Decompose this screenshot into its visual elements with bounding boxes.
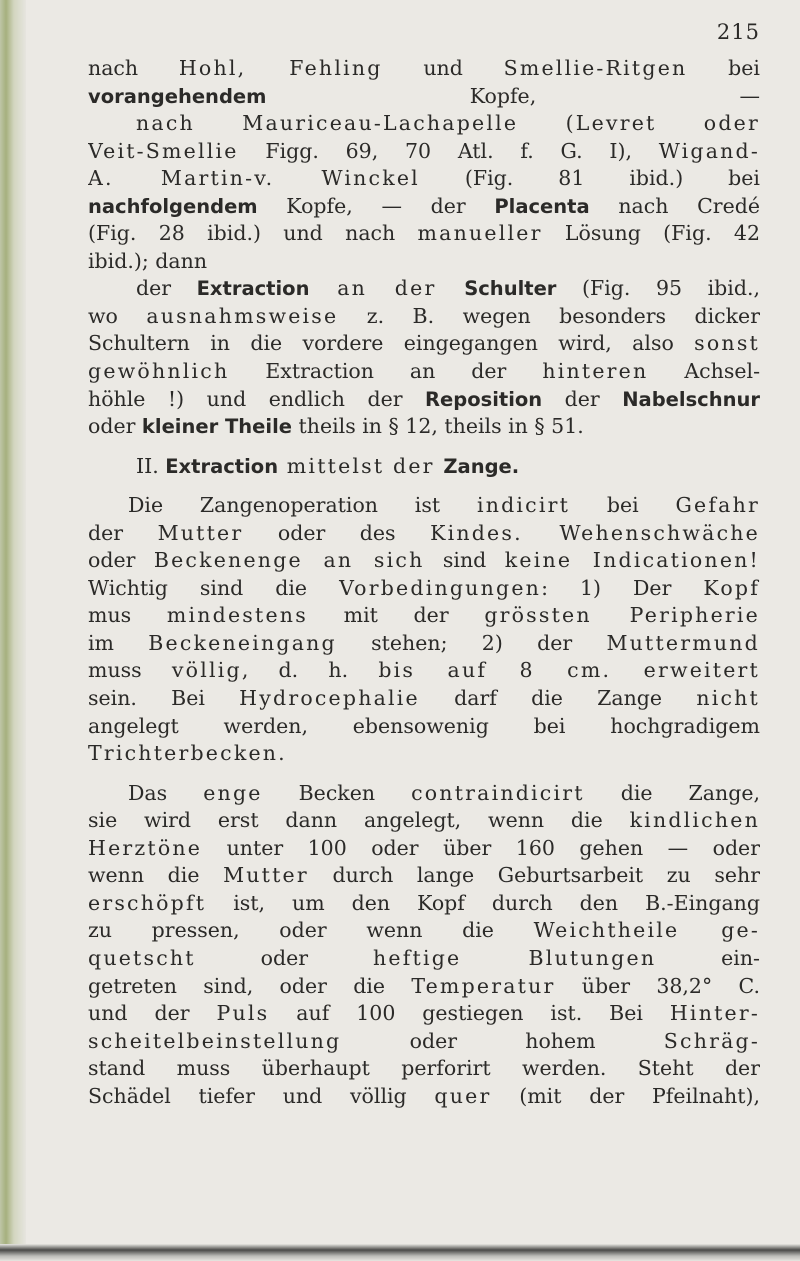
text-run: Schädel tiefer und völlig [88, 1083, 435, 1108]
spaced-emphasis: grössten Peripherie [484, 603, 760, 628]
spaced-emphasis: Schräg- [663, 1028, 760, 1053]
text-line [88, 520, 760, 548]
text-line [88, 973, 760, 1001]
text-line [88, 630, 760, 658]
text-line [88, 358, 760, 386]
text-run: sein. Bei [88, 686, 240, 711]
spaced-emphasis: Kopf [703, 575, 760, 600]
spaced-emphasis: Herztöne [88, 835, 203, 860]
text-run: oder [195, 945, 373, 970]
text-line [88, 1055, 760, 1083]
text-line [88, 890, 760, 918]
page-number: 215 [716, 20, 760, 44]
text-run: stehen; 2) der [336, 630, 607, 655]
paragraph-gap [88, 441, 760, 453]
page-text [88, 55, 760, 1110]
text-run: Figg. 69, 70 Atl. f. G. I), [238, 138, 659, 163]
text-run: wo [88, 303, 147, 328]
text-run: höhle !) und endlich der [88, 386, 425, 411]
text-run: angelegt werden, ebensowenig bei hochgradigem [88, 713, 760, 738]
text-line [88, 110, 760, 138]
text-line [88, 303, 760, 331]
text-run: theils in § 12, theils in § 51. [292, 414, 584, 439]
spaced-emphasis: manueller [417, 221, 543, 246]
spaced-emphasis: Muttermund [606, 630, 760, 655]
text-line [88, 780, 760, 808]
text-run: Extraction an der [229, 359, 543, 384]
text-run: ein- [656, 945, 760, 970]
text-run: mit der [307, 603, 485, 628]
spaced-emphasis: Gefahr [675, 493, 760, 518]
text-line [88, 713, 760, 741]
bold-term: Zange. [443, 454, 520, 478]
text-run: bei [570, 493, 676, 518]
text-run: Lösung (Fig. 42 [542, 221, 760, 246]
text-run: im [88, 630, 149, 655]
text-run: (Fig. 95 ibid., [556, 276, 760, 301]
text-run: ist, um den Kopf durch den B.-Eingang [206, 890, 760, 915]
paragraph [88, 492, 760, 767]
text-run: auf 100 gestiegen ist. Bei [269, 1001, 670, 1026]
spaced-emphasis: Weichtheile ge- [533, 918, 760, 943]
spaced-emphasis: Beckeneingang [148, 630, 337, 655]
spaced-emphasis: bis auf 8 cm. erweitert [378, 658, 760, 683]
text-run: oder hohem [341, 1028, 664, 1053]
text-line [88, 917, 760, 945]
text-line [88, 835, 760, 863]
text-line [88, 220, 760, 248]
text-line [88, 685, 760, 713]
text-run: Kopfe, — [266, 83, 760, 108]
text-run: sind [424, 548, 505, 573]
spaced-emphasis: Temperatur [411, 973, 556, 998]
text-line [88, 386, 760, 414]
text-run: zu pressen, oder wenn die [88, 918, 534, 943]
spaced-emphasis: enge [203, 780, 263, 805]
text-run: (Fig. 28 ibid.) und nach [88, 221, 418, 246]
text-line [88, 248, 760, 276]
spaced-emphasis: Wigand- [658, 138, 760, 163]
paragraph-gap [88, 768, 760, 780]
spaced-emphasis: A. Martin-v. Winckel [88, 166, 420, 191]
page-gutter-shadow [0, 0, 26, 1261]
text-line [88, 453, 760, 481]
spaced-emphasis: Kindes. Wehenschwäche [430, 520, 760, 545]
text-run: oder [88, 548, 154, 573]
text-run: Becken [262, 780, 412, 805]
text-run: und der [88, 1001, 217, 1026]
text-run: getreten sind, oder die [88, 973, 412, 998]
text-line [88, 330, 760, 358]
spaced-emphasis: Beckenenge an sich [153, 548, 425, 573]
spaced-emphasis: heftige Blutungen [373, 945, 657, 970]
spaced-emphasis: Mutter [157, 520, 244, 545]
bold-term: Extraction [196, 277, 310, 301]
text-run: Wichtig sind die [88, 575, 340, 600]
text-run: oder des [243, 520, 431, 545]
text-line [88, 492, 760, 520]
text-run: (Fig. 81 ibid.) bei [419, 166, 760, 191]
text-run: nach Credé [589, 193, 760, 218]
text-run: , d. h. [241, 658, 379, 683]
text-run: z. B. wegen besonders dicker [338, 303, 760, 328]
text-line [88, 275, 760, 303]
spaced-emphasis: gewöhnlich [88, 359, 230, 384]
text-line [88, 1000, 760, 1028]
paragraph [88, 780, 760, 1111]
page-bottom-edge [0, 1244, 800, 1261]
spaced-emphasis: scheitelbeinstellung [88, 1028, 342, 1053]
text-line [88, 547, 760, 575]
text-run: sie wird erst dann angelegt, wenn die [88, 808, 630, 833]
bold-term: Reposition [425, 387, 543, 411]
spaced-emphasis: Hydrocephalie [239, 686, 420, 711]
spaced-emphasis: ausnahmsweise [146, 303, 339, 328]
spaced-emphasis: Mutter [223, 863, 309, 888]
bold-term: Nabelschnur [622, 387, 760, 411]
text-run: durch lange Geburtsarbeit zu sehr [308, 863, 760, 888]
text-run: wenn die [88, 863, 224, 888]
spaced-emphasis: quer [434, 1083, 492, 1108]
bold-term: vorangehendem [88, 84, 267, 108]
text-run: der [88, 520, 158, 545]
text-run: (mit der Pfeilnaht), [491, 1083, 760, 1108]
spaced-emphasis: contraindicirt [411, 780, 585, 805]
text-line [88, 55, 760, 83]
text-run: mus [88, 603, 167, 628]
spaced-emphasis: erschöpft [88, 890, 207, 915]
bold-term: kleiner Theile [141, 415, 292, 439]
spaced-emphasis: sonst [694, 331, 760, 356]
spaced-emphasis: völlig [171, 658, 242, 683]
spaced-emphasis: Hinter- [669, 1001, 760, 1026]
bold-term: nachfolgendem [88, 194, 258, 218]
text-run: Die Zangenoperation ist [128, 493, 477, 518]
text-run: unter 100 oder über 160 gehen — oder [202, 835, 760, 860]
text-run: : 1) Der [541, 575, 704, 600]
text-run: muss [88, 658, 172, 683]
bold-term: Placenta [494, 194, 590, 218]
spaced-emphasis: Hohl, Fehling [178, 56, 383, 80]
spaced-emphasis: an der [309, 276, 465, 301]
text-line [88, 1028, 760, 1056]
text-line [88, 807, 760, 835]
text-line [88, 83, 760, 111]
text-run: Schultern in die vordere eingegangen wird, also [88, 331, 695, 356]
text-run: II. [136, 453, 166, 478]
text-run: die Zange, [584, 780, 760, 805]
text-run: darf die Zange [419, 686, 697, 711]
section-heading [88, 453, 760, 481]
spaced-emphasis: nach Mauriceau-Lachapelle (Levret oder [136, 111, 760, 136]
text-run: oder [88, 414, 142, 439]
spaced-emphasis: Trichterbecken. [88, 741, 287, 766]
text-run: nach [88, 56, 179, 80]
spaced-emphasis: Smellie-Ritgen [503, 56, 688, 80]
text-line [88, 413, 760, 441]
spaced-emphasis: Vorbedingungen [339, 575, 542, 600]
text-line [88, 945, 760, 973]
text-line [88, 657, 760, 685]
text-line [88, 740, 760, 768]
text-line [88, 193, 760, 221]
text-line [88, 1083, 760, 1111]
spaced-emphasis: nicht [696, 686, 760, 711]
paragraph [88, 55, 760, 441]
spaced-emphasis: hinteren [542, 359, 649, 384]
bold-term: Schulter [464, 277, 557, 301]
spaced-emphasis: Puls [216, 1001, 270, 1026]
spaced-emphasis: Veit-Smellie [88, 138, 239, 163]
text-line [88, 602, 760, 630]
spaced-emphasis: quetscht [88, 945, 196, 970]
spaced-emphasis: mindestens [166, 603, 308, 628]
text-run: stand muss überhaupt perforirt werden. Steht der [88, 1056, 760, 1081]
text-run: Achsel- [648, 359, 760, 384]
text-run: Das [128, 780, 204, 805]
bold-term: Extraction [165, 454, 279, 478]
text-run: Kopfe, — der [257, 193, 495, 218]
text-line [88, 165, 760, 193]
text-run: und [382, 56, 504, 80]
text-run: bei [687, 56, 760, 80]
spaced-emphasis: kindlichen [629, 808, 760, 833]
spaced-emphasis: mittelst der [278, 453, 444, 478]
text-line [88, 575, 760, 603]
text-run: der [136, 276, 197, 301]
text-line [88, 862, 760, 890]
spaced-emphasis: keine Indicationen! [504, 548, 760, 573]
spaced-emphasis: indicirt [476, 493, 571, 518]
paragraph-gap [88, 480, 760, 492]
text-run: über 38,2° C. [555, 973, 760, 998]
text-line [88, 138, 760, 166]
text-run: der [542, 386, 623, 411]
text-run: ibid.); dann [88, 248, 208, 273]
